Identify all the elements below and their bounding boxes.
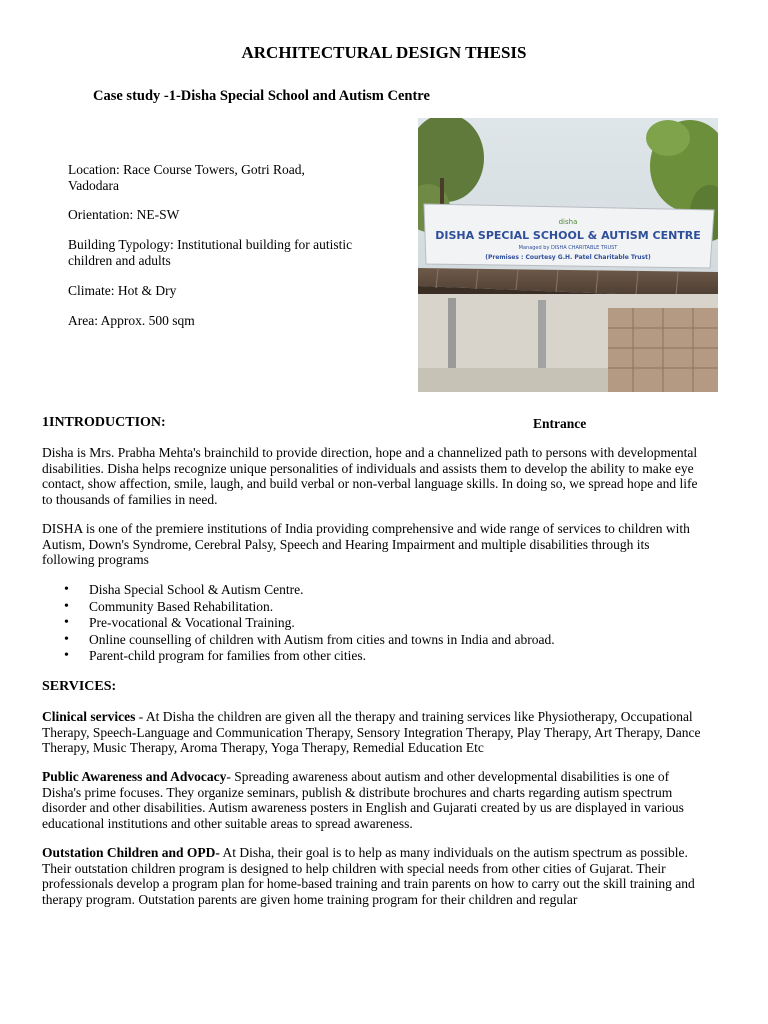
intro-text-1: Disha is Mrs. Prabha Mehta's brainchild to provide direction, hope and a channelized path to persons with developmental disabilities. Disha helps recognize unique personalities of individuals and assists them to develop the ability to make eye contact, show affection, smile, laugh, and build verbal or non-verbal language skills. In doing so, we spread hope and life to thousands of families in need. (42, 445, 698, 507)
site-info (68, 162, 338, 194)
sign-small-text: disha (558, 218, 578, 226)
climate-text: Climate: Hot & Dry (68, 283, 177, 298)
orientation-block (68, 207, 388, 223)
area-text: Area: Approx. 500 sqm (68, 313, 195, 328)
list-item: • Pre-vocational & Vocational Training. (42, 615, 702, 632)
awareness-text: - Spreading awareness about autism and other developmental disabilities is one of Disha's prime focuses. They organize seminars, publish & distribute brochures and charts regarding autism spectrum disorder and other disabilities. Autism awareness posters in English and Gujarati created by us are displayed in various educational institutions and other suitable areas to spread awareness. (42, 769, 684, 831)
list-item: • Parent-child program for families from other cities. (42, 648, 702, 665)
document-title: ARCHITECTURAL DESIGN THESIS (241, 43, 527, 62)
typology-text: Building Typology: Institutional building for autistic children and adults (68, 237, 353, 268)
services-heading: SERVICES: (42, 679, 117, 694)
list-item: • Online counselling of children with Autism from cities and towns in India and abroad. (42, 632, 702, 649)
awareness-paragraph (42, 769, 702, 831)
outstation-title: Outstation Children and OPD- (42, 845, 220, 860)
location-text: Location: Race Course Towers, Gotri Road, Vadodara (68, 162, 305, 193)
area-block (68, 313, 388, 329)
clinical-services-paragraph (42, 709, 702, 756)
awareness-title: Public Awareness and Advocacy (42, 769, 227, 784)
intro-paragraph-1 (42, 445, 702, 507)
building-wall (608, 308, 718, 392)
clinical-services-text: - At Disha the children are given all the therapy and training services like Physiotherapy, Occupational Therapy, Speech-Language and Communication Therapy, Sensory Integration Therapy, Play Therapy, Art Therapy, Dance Therapy, Music Therapy, Aroma Therapy, Yoga Therapy, Remedial Education Etc (42, 709, 701, 755)
climate-block (68, 283, 388, 299)
photo-caption: Entrance (533, 416, 587, 431)
sign-title-text: DISHA SPECIAL SCHOOL & AUTISM CENTRE (435, 229, 701, 242)
case-study-subtitle: Case study -1-Disha Special School and Autism Centre (93, 88, 430, 104)
outstation-text: At Disha, their goal is to help as many individuals on the autism spectrum as possible. Their outstation children program is designed to help children with special needs from other cities of Gujarat. Their professionals develop a program plan for home-based training and train parents on how to carry out the skill training and therapy program. Outstation parents are given home training program for their children and regular (42, 845, 695, 907)
orientation-text: Orientation: NE-SW (68, 207, 180, 222)
sign-managed-text: Managed by DISHA CHARITABLE TRUST (518, 245, 618, 251)
list-item: • Community Based Rehabilitation. (42, 599, 702, 616)
outstation-paragraph (42, 845, 702, 907)
intro-paragraph-2 (42, 521, 702, 568)
entrance-photo (418, 118, 718, 392)
sign-board (424, 204, 714, 268)
introduction-heading: 1INTRODUCTION: (42, 415, 166, 430)
typology-block (68, 237, 378, 269)
sign-premises-text: (Premises : Courtesy G.H. Patel Charitable Trust) (485, 254, 651, 261)
intro-text-2: DISHA is one of the premiere institutions of India providing comprehensive and wide range of services to children with Autism, Down's Syndrome, Cerebral Palsy, Speech and Hearing Impairment and multiple disabilities through its following programs (42, 521, 690, 567)
programs-list (42, 582, 702, 665)
list-item: • Disha Special School & Autism Centre. (42, 582, 702, 599)
clinical-services-title: Clinical services (42, 709, 136, 724)
